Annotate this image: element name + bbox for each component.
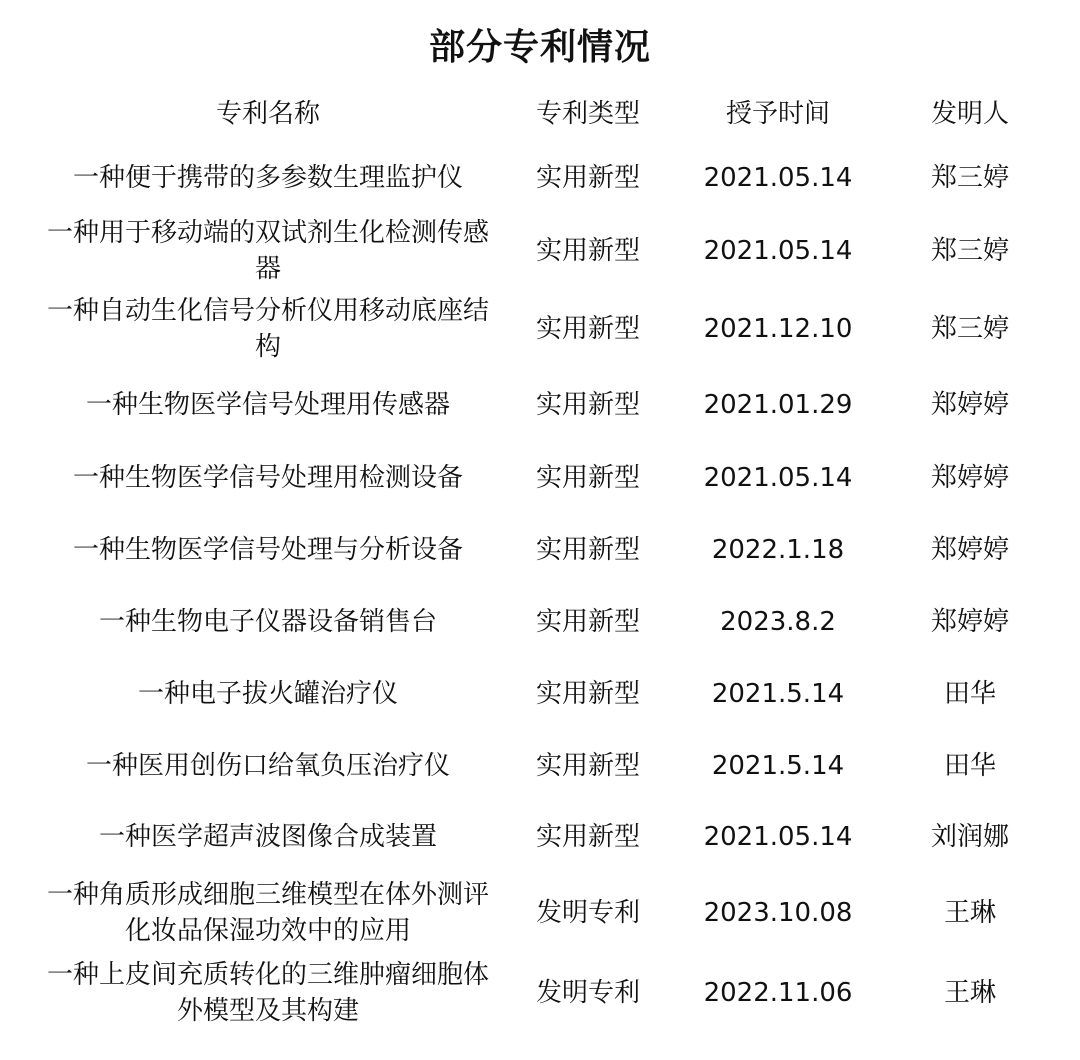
patent-type: 发明专利 <box>535 898 640 928</box>
table-row <box>28 290 1052 368</box>
inventor: 王琳 <box>943 978 996 1008</box>
table-row <box>28 586 1052 658</box>
patent-name: 一种生物医学信号处理用检测设备 <box>72 463 463 493</box>
inventor: 刘润娜 <box>930 822 1009 852</box>
patent-type: 实用新型 <box>535 607 640 637</box>
grant-date: 2021.5.14 <box>711 679 845 709</box>
inventor: 郑婷婷 <box>930 535 1009 565</box>
table-row <box>28 658 1052 730</box>
header-grant-date: 授予时间 <box>725 99 830 129</box>
patent-name: 一种医学超声波图像合成装置 <box>98 822 437 852</box>
patent-name: 一种便于携带的多参数生理监护仪 <box>72 163 463 193</box>
table-row <box>28 212 1052 290</box>
grant-date: 2021.12.10 <box>703 314 853 344</box>
patent-name: 一种电子拔火罐治疗仪 <box>137 679 398 709</box>
header-patent-name: 专利名称 <box>215 99 320 129</box>
table-row <box>28 802 1052 872</box>
inventor: 郑三婷 <box>930 314 1009 344</box>
patent-name: 一种自动生化信号分析仪用移动底座结构 <box>46 296 489 362</box>
patent-name: 一种角质形成细胞三维模型在体外测评化妆品保湿功效中的应用 <box>46 880 489 946</box>
grant-date: 2021.01.29 <box>703 390 853 420</box>
inventor: 郑三婷 <box>930 163 1009 193</box>
table-header-row <box>28 84 1052 144</box>
inventor: 郑三婷 <box>930 236 1009 266</box>
patent-type: 实用新型 <box>535 822 640 852</box>
patent-name: 一种用于移动端的双试剂生化检测传感器 <box>46 218 489 284</box>
patent-type: 实用新型 <box>535 535 640 565</box>
table-row <box>28 954 1052 1032</box>
inventor: 田华 <box>943 751 996 781</box>
table-row <box>28 442 1052 514</box>
patent-type: 实用新型 <box>535 751 640 781</box>
patent-type: 实用新型 <box>535 314 640 344</box>
patent-table <box>28 84 1052 1032</box>
patent-name: 一种生物电子仪器设备销售台 <box>98 607 437 637</box>
patent-name: 一种上皮间充质转化的三维肿瘤细胞体外模型及其构建 <box>46 960 489 1026</box>
grant-date: 2021.05.14 <box>703 163 853 193</box>
patent-type: 实用新型 <box>535 163 640 193</box>
grant-date: 2023.8.2 <box>720 607 836 637</box>
grant-date: 2022.1.18 <box>711 535 845 565</box>
table-row <box>28 514 1052 586</box>
inventor: 王琳 <box>943 898 996 928</box>
grant-date: 2023.10.08 <box>703 898 853 928</box>
grant-date: 2021.05.14 <box>703 236 853 266</box>
patent-name: 一种生物医学信号处理用传感器 <box>85 390 450 420</box>
table-row <box>28 730 1052 802</box>
inventor: 郑婷婷 <box>930 607 1009 637</box>
patent-type: 实用新型 <box>535 679 640 709</box>
inventor: 郑婷婷 <box>930 390 1009 420</box>
inventor: 郑婷婷 <box>930 463 1009 493</box>
patent-type: 实用新型 <box>535 390 640 420</box>
patent-type: 实用新型 <box>535 463 640 493</box>
header-inventor: 发明人 <box>930 99 1009 129</box>
patent-name: 一种生物医学信号处理与分析设备 <box>72 535 463 565</box>
patent-name: 一种医用创伤口给氧负压治疗仪 <box>85 751 450 781</box>
grant-date: 2021.05.14 <box>703 463 853 493</box>
header-patent-type: 专利类型 <box>535 99 640 129</box>
page-title: 部分专利情况 <box>428 27 651 68</box>
grant-date: 2021.05.14 <box>703 822 853 852</box>
table-row <box>28 872 1052 954</box>
table-row <box>28 144 1052 212</box>
grant-date: 2022.11.06 <box>703 978 853 1008</box>
grant-date: 2021.5.14 <box>711 751 845 781</box>
table-row <box>28 368 1052 442</box>
patent-type: 实用新型 <box>535 236 640 266</box>
patent-type: 发明专利 <box>535 978 640 1008</box>
inventor: 田华 <box>943 679 996 709</box>
